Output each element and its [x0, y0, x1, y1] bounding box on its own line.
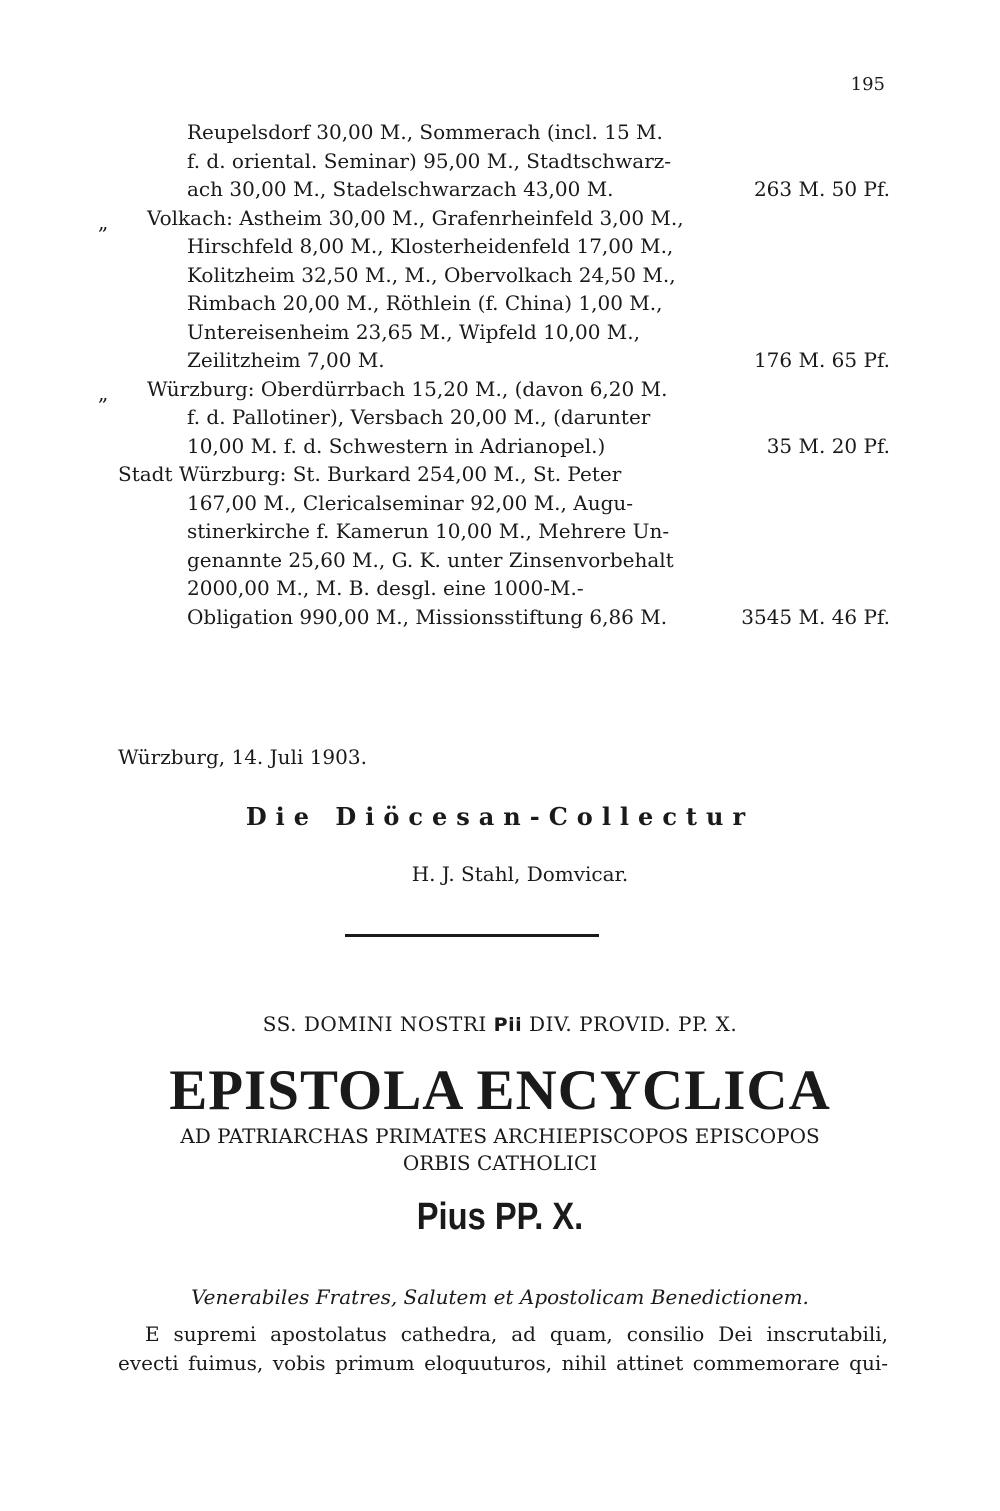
- entry-line: Rimbach 20,00 M., Röthlein (f. China) 1,00 M.,: [187, 291, 663, 315]
- dateline: Würzburg, 14. Juli 1903.: [118, 745, 367, 769]
- pope-name: Pii: [493, 1014, 523, 1036]
- entry-line: f. d. Pallotiner), Versbach 20,00 M., (darunter: [187, 405, 651, 429]
- collectur-heading: Die Diöcesan-Collectur: [245, 802, 755, 831]
- page-number: 195: [850, 74, 885, 95]
- pope-title-line: [0, 1012, 1000, 1036]
- entry-line: Untereisenheim 23,65 M., Wipfeld 10,00 M.,: [187, 319, 640, 344]
- entry-line: Kolitzheim 32,50 M., M., Obervolkach 24,50 M.,: [187, 262, 676, 287]
- addressees: [0, 1123, 1000, 1177]
- body-text: [118, 1320, 888, 1378]
- collection-entry: [0, 204, 1000, 375]
- entry-amount: 263 M. 50 Pf.: [753, 177, 890, 201]
- encyclical-title: EPISTOLA ENCYCLICA: [169, 1059, 831, 1122]
- entry-line: Hirschfeld 8,00 M., Klosterheidenfeld 17,00 M.,: [187, 234, 674, 258]
- encyclical-author: Pius PP. X.: [416, 1196, 584, 1238]
- entry-line: Reupelsdorf 30,00 M., Sommerach (incl. 15 M.: [187, 120, 663, 144]
- entry-line: f. d. oriental. Seminar) 95,00 M., Stadtschwarz-: [187, 148, 672, 173]
- pope-title-suffix: DIV. PROVID. PP. X.: [522, 1012, 738, 1036]
- collection-entry: [0, 460, 1000, 631]
- collection-entry: [0, 118, 1000, 204]
- entry-line: 167,00 M., Clericalseminar 92,00 M., Augu-: [187, 490, 634, 515]
- addressees-line: AD PATRIARCHAS PRIMATES ARCHIEPISCOPOS EPISCOPOS: [180, 1124, 820, 1148]
- salutation: Venerabiles Fratres, Salutem et Apostolicam Benedictionem.: [191, 1285, 809, 1309]
- entry-line: Volkach: Astheim 30,00 M., Grafenrheinfeld 3,00 M.,: [147, 205, 684, 230]
- entry-line: Obligation 990,00 M., Missionsstiftung 6,86 M.: [187, 604, 668, 629]
- entry-amount: 35 M. 20 Pf.: [766, 433, 890, 458]
- collection-entry: [0, 375, 1000, 461]
- entry-line: 10,00 M. f. d. Schwestern in Adrianopel.): [187, 433, 606, 458]
- entry-line: Stadt Würzburg: St. Burkard 254,00 M., St. Peter: [118, 462, 622, 486]
- entry-line: stinerkirche f. Kamerun 10,00 M., Mehrere Un-: [187, 519, 670, 543]
- body-line: E supremi apostolatus cathedra, ad quam, consilio Dei inscrutabili,: [145, 1322, 888, 1346]
- collection-entries: [0, 118, 1000, 631]
- entry-amount: 176 M. 65 Pf.: [753, 348, 890, 372]
- entry-line: Würzburg: Oberdürrbach 15,20 M., (davon 6,20 M.: [147, 376, 668, 401]
- section-divider: [345, 934, 599, 937]
- ditto-mark: „: [98, 380, 109, 405]
- ditto-mark: „: [98, 209, 109, 234]
- body-line: evecti fuimus, vobis primum eloquuturos, nihil attinet commemorare qui-: [118, 1351, 888, 1375]
- entry-line: ach 30,00 M., Stadelschwarzach 43,00 M.: [187, 177, 614, 201]
- addressees-line: ORBIS CATHOLICI: [402, 1151, 598, 1175]
- entry-line: Zeilitzheim 7,00 M.: [187, 348, 385, 372]
- pope-title-prefix: SS. DOMINI NOSTRI: [262, 1012, 494, 1036]
- entry-line: 2000,00 M., M. B. desgl. eine 1000-M.-: [187, 576, 584, 600]
- entry-amount: 3545 M. 46 Pf.: [741, 604, 890, 629]
- entry-line: genannte 25,60 M., G. K. unter Zinsenvorbehalt: [187, 547, 674, 572]
- signer: H. J. Stahl, Domvicar.: [411, 862, 629, 886]
